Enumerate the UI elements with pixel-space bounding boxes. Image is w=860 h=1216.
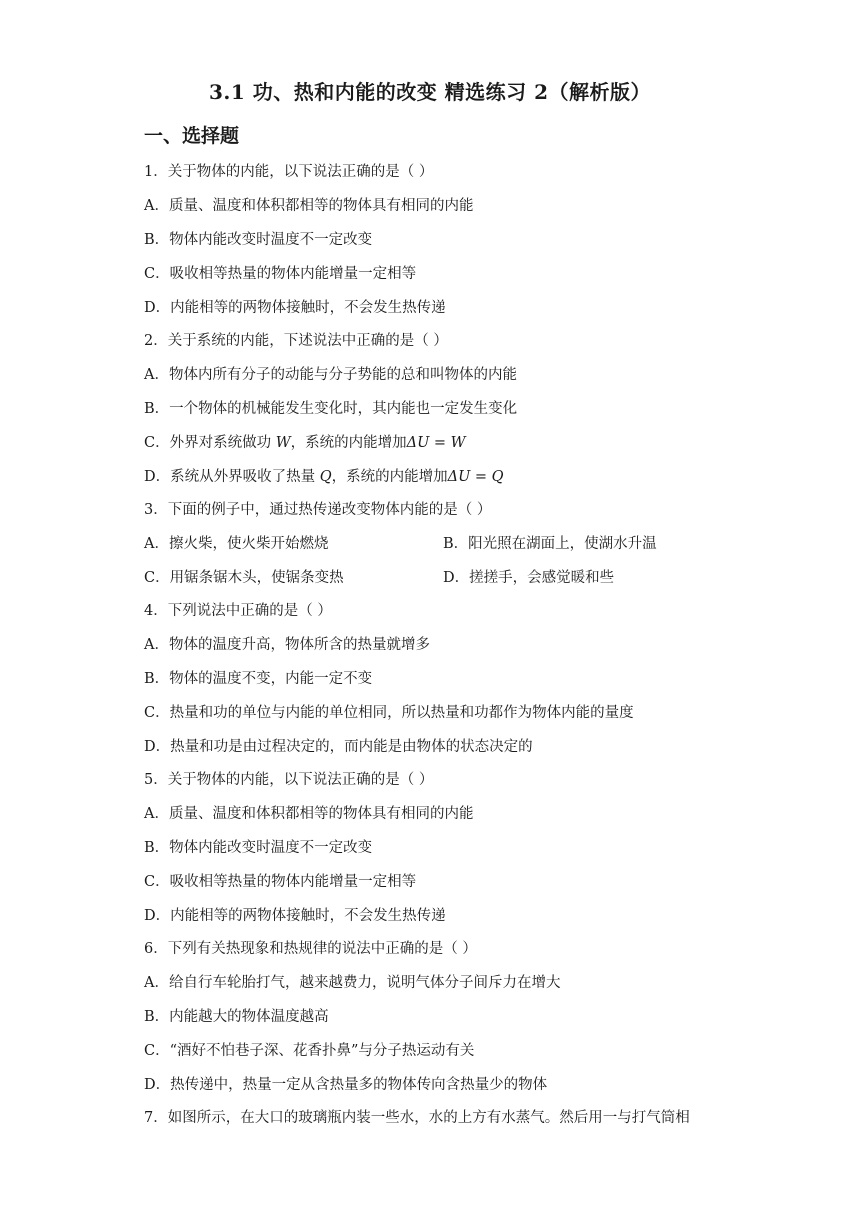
question-6-option-d: D．热传递中，热量一定从含热量多的物体传向含热量少的物体 [144,1077,548,1093]
question-6-stem: 6．下列有关热现象和热规律的说法中正确的是（ ） [144,941,477,957]
question-1-option-b: B．物体内能改变时温度不一定改变 [144,232,373,248]
section-heading: 一、选择题 [144,125,240,147]
work-variable: W [275,435,291,451]
question-1-stem: 1．关于物体的内能，以下说法正确的是（ ） [144,164,434,180]
question-5-option-c: C．吸收相等热量的物体内能增量一定相等 [144,874,417,890]
option-c-text: C．外界对系统做功 [144,435,276,451]
question-6-option-b: B．内能越大的物体温度越高 [144,1009,329,1025]
document-title: 3.1 功、热和内能的改变 精选练习 2（解析版） [208,80,652,104]
question-1-option-c: C．吸收相等热量的物体内能增量一定相等 [144,266,417,282]
heat-variable: Q [319,469,332,485]
question-3-option-c: C．用锯条锯木头，使锯条变热 [144,570,344,586]
question-7-stem: 7．如图所示，在大口的玻璃瓶内装一些水，水的上方有水蒸气。然后用一与打气筒相 [144,1110,690,1126]
question-5-option-d: D．内能相等的两物体接触时，不会发生热传递 [144,908,446,924]
equation-du-w: ΔU = W [406,435,466,451]
question-2-option-b: B．一个物体的机械能发生变化时，其内能也一定发生变化 [144,401,518,417]
question-4-option-a: A．物体的温度升高，物体所含的热量就增多 [144,637,430,653]
question-2-stem: 2．关于系统的内能，下述说法中正确的是（ ） [144,333,448,349]
option-d-text-mid: ，系统的内能增加 [331,469,448,485]
question-6-option-a: A．给自行车轮胎打气，越来越费力，说明气体分子间斥力在增大 [144,975,561,991]
question-4-stem: 4．下列说法中正确的是（ ） [144,603,332,619]
question-3-option-d: D．搓搓手，会感觉暖和些 [443,570,615,586]
question-3-option-b: B．阳光照在湖面上，使湖水升温 [443,536,657,552]
question-4-option-d: D．热量和功是由过程决定的，而内能是由物体的状态决定的 [144,739,533,755]
question-4-option-b: B．物体的温度不变，内能一定不变 [144,671,373,687]
option-c-text-mid: ，系统的内能增加 [290,435,407,451]
question-2-option-a: A．物体内所有分子的动能与分子势能的总和叫物体的内能 [144,367,517,383]
question-4-option-c: C．热量和功的单位与内能的单位相同，所以热量和功都作为物体内能的量度 [144,705,634,721]
option-d-text: D．系统从外界吸收了热量 [144,469,320,485]
question-5-stem: 5．关于物体的内能，以下说法正确的是（ ） [144,772,434,788]
question-2-option-d [144,467,504,487]
question-3-stem: 3．下面的例子中，通过热传递改变物体内能的是（ ） [144,502,492,518]
question-6-option-c: C．“酒好不怕巷子深、花香扑鼻”与分子热运动有关 [144,1043,475,1059]
question-2-option-c [144,433,466,453]
question-1-option-d: D．内能相等的两物体接触时，不会发生热传递 [144,300,446,316]
question-3-option-a: A．擦火柴，使火柴开始燃烧 [144,536,329,552]
question-1-option-a: A．质量、温度和体积都相等的物体具有相同的内能 [144,198,474,214]
equation-du-q: ΔU = Q [447,469,504,485]
question-5-option-b: B．物体内能改变时温度不一定改变 [144,840,373,856]
question-5-option-a: A．质量、温度和体积都相等的物体具有相同的内能 [144,806,474,822]
